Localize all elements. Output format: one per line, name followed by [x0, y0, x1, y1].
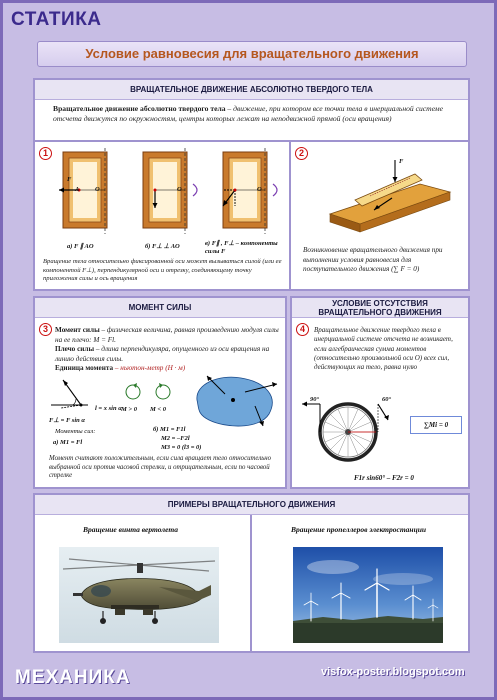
caption-a: а) F ∥ AO [67, 243, 94, 250]
moment-b3: M3 = 0 (l3 = 0) [161, 444, 202, 451]
sign-arrows [119, 382, 179, 406]
windmills-photo [293, 547, 443, 643]
unit-term: Единица момента [55, 364, 114, 373]
block-number-2: 2 [295, 147, 308, 160]
door-label-a: A [75, 186, 80, 193]
examples-panel [33, 493, 470, 653]
block-number-4: 4 [296, 323, 309, 336]
lever-diagram [43, 370, 103, 420]
angle-90: 90° [310, 396, 320, 403]
footer-url: visfox-poster.blogspot.com [321, 666, 465, 678]
def-term: Вращательное движение абсолютно твердого тела [53, 104, 226, 113]
helicopter-photo [59, 547, 219, 643]
moment-a: а) M1 = Fl [53, 439, 83, 446]
block-number-3: 3 [39, 323, 52, 336]
moment-text: – физическая величина, равная произведению модуля силы на ее плечо: M = Fl. [55, 326, 279, 344]
block2-text: Возникновение вращательного движения при выполнении условия равновесия для поступательного движения (∑ F = 0) [303, 246, 443, 273]
arm-text: – длина перпендикуляра, опущенного из оси вращения на линию действия силы. [55, 345, 270, 363]
moment-b2: M2 = –F2l [161, 435, 190, 442]
moment-definition [55, 326, 283, 374]
formula-f: F⊥ = F sin α [49, 417, 85, 424]
door-label-o: O [95, 186, 100, 193]
balance-equation: F1r sin60° – F2r = 0 [354, 474, 414, 482]
sum-formula-box: ∑Mi = 0 [410, 416, 462, 434]
no-rotation-banner: УСЛОВИЕ ОТСУТСТВИЯ ВРАЩАТЕЛЬНОГО ДВИЖЕНИЯ [292, 298, 468, 318]
example-caption-windmills: Вращение пропеллеров электростанции [291, 525, 427, 534]
block2-label-f: F [399, 158, 404, 165]
sign-negative: M < 0 [150, 406, 166, 413]
divider [35, 140, 468, 142]
divider [250, 515, 252, 651]
door-b [143, 148, 197, 234]
example-caption-helicopter: Вращение винта вертолета [83, 525, 178, 534]
rotation-definition [53, 104, 453, 124]
door-c [223, 148, 277, 234]
block-number-1: 1 [39, 147, 52, 160]
rotation-banner: ВРАЩАТЕЛЬНОЕ ДВИЖЕНИЕ АБСОЛЮТНО ТВЕРДОГО ТЕЛА [35, 80, 468, 100]
page-title: Условие равновесия для вращательного движения [37, 41, 467, 67]
no-rotation-text: Вращательное движение твердого тела в инерциальной системе отсчета не возникает, если алгебраическая сумма моментов (относительно произвольной оси O) всех сил, действующих на тело, равна нулю [314, 326, 453, 372]
divider [289, 140, 291, 289]
sign-positive: M > 0 [121, 406, 137, 413]
angle-60: 60° [382, 396, 392, 403]
rotation-panel [33, 78, 470, 291]
moment-banner: МОМЕНТ СИЛЫ [35, 298, 285, 318]
examples-banner: ПРИМЕРЫ ВРАЩАТЕЛЬНОГО ДВИЖЕНИЯ [35, 495, 468, 515]
moment-b1: б) M1 = F1l [153, 426, 186, 433]
door-label-f: F [67, 176, 72, 183]
no-rotation-panel [290, 296, 470, 489]
caption-c: в) F∥ , F⊥ – компоненты силы F [205, 240, 278, 255]
doors-illustration [55, 146, 285, 240]
moment-panel [33, 296, 287, 489]
ruler-illustration [310, 154, 460, 234]
def-text: – движение, при котором все точки тела в инерциальной системе отсчета движутся по окружностям, центры которых лежат на неподвижной прямой (оси вращения) [53, 104, 444, 123]
door-label-o3: O [257, 186, 262, 193]
caption-b: б) F⊥ ⊥ AO [145, 243, 180, 250]
footer-brand: МЕХАНИКА [15, 667, 131, 688]
body-diagram [185, 370, 285, 432]
section-title: СТАТИКА [11, 9, 102, 30]
moment-sign-text: Момент считают положительным, если сила вращает тело относительно выбранной оси против часовой стрелки, и отрицательным, если по часовой стрелке [49, 455, 272, 480]
moments-title: Моменты сил: [55, 428, 96, 435]
moment-term: Момент силы [55, 326, 100, 334]
door-label-o2: O [177, 186, 182, 193]
formula-l: l = x sin α [95, 405, 122, 412]
arm-term: Плечо силы [55, 345, 95, 354]
unit-text: – ньютон-метр (Н · м) [113, 364, 186, 373]
block1-text: Вращение тела относительно фиксированной оси может вызываться силой (или ее компонентой F⊥), перпендикулярной оси и отрезку, соединяющему точку приложения силы и ось вращения [43, 258, 282, 282]
